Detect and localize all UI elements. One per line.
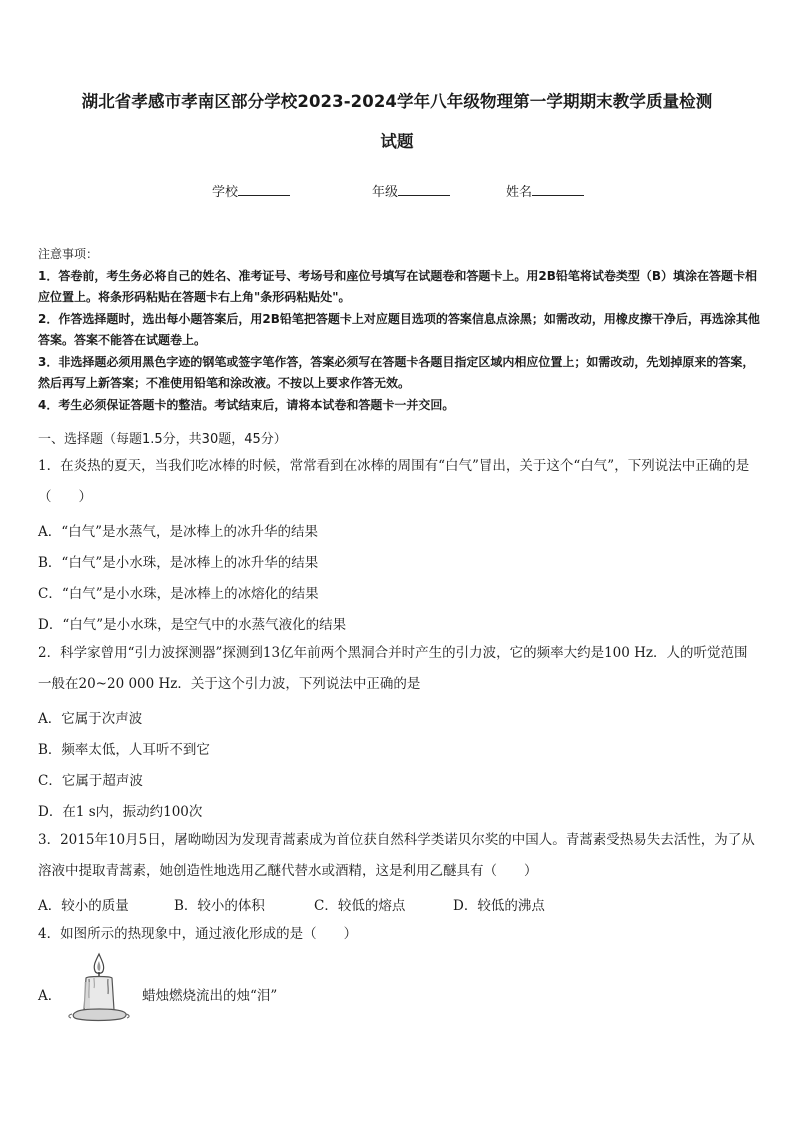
question-1-option-a[interactable]: A．“白气”是水蒸气，是冰棒上的冰升华的结果 xyxy=(38,524,319,540)
question-1-option-d[interactable]: D．“白气”是小水珠，是空气中的水蒸气液化的结果 xyxy=(38,617,347,633)
name-field[interactable]: 姓名 xyxy=(506,181,584,200)
page-title xyxy=(30,82,764,162)
note-item-1: 1．答卷前，考生务必将自己的姓名、准考证号、考场号和座位号填写在试题卷和答题卡上。用2B铅笔将试卷类型（B）填涂在答题卡相应位置上。将条形码粘贴在答题卡右上角"条形码粘贴处"。 xyxy=(38,268,757,304)
question-3-option-a[interactable]: A．较小的质量 xyxy=(38,898,129,914)
notes-heading: 注意事项： xyxy=(38,247,99,261)
question-2-option-b[interactable]: B．频率太低，人耳听不到它 xyxy=(38,742,210,758)
school-field[interactable]: 学校 xyxy=(212,181,290,200)
candle-icon xyxy=(64,952,134,1024)
question-1-option-c[interactable]: C．“白气”是小水珠，是冰棒上的冰熔化的结果 xyxy=(38,586,319,602)
question-3-options xyxy=(38,894,758,914)
question-3-stem: 3．2015年10月5日，屠呦呦因为发现青蒿素成为首位获自然科学类诺贝尔奖的中国人。青蒿素受热易失去活性，为了从溶液中提取青蒿素，她创造性地选用乙醚代替水或酒精，这是利用乙醚具有（ ） xyxy=(38,832,755,879)
note-item-4: 4．考生必须保证答题卡的整洁。考试结束后，请将本试卷和答题卡一并交回。 xyxy=(38,397,455,412)
note-item-2: 2．作答选择题时，选出每小题答案后，用2B铅笔把答题卡上对应题目选项的答案信息点涂黑；如需改动，用橡皮擦干净后，再选涂其他答案。答案不能答在试题卷上。 xyxy=(38,311,760,347)
question-3-option-b[interactable]: B．较小的体积 xyxy=(174,898,265,914)
question-2-option-c[interactable]: C．它属于超声波 xyxy=(38,773,143,789)
question-3-option-d[interactable]: D．较低的沸点 xyxy=(453,898,545,914)
title-line-1: 湖北省孝感市孝南区部分学校2023-2024学年八年级物理第一学期期末教学质量检测 xyxy=(81,92,713,111)
question-2-stem: 2．科学家曾用“引力波探测器”探测到13亿年前两个黑洞合并时产生的引力波，它的频率大约是100 Hz．人的听觉范围一般在20~20 000 Hz．关于这个引力波，下列说法中正确的是 xyxy=(38,645,748,692)
note-item-3: 3．非选择题必须用黑色字迹的钢笔或签字笔作答，答案必须写在答题卡各题目指定区域内相应位置上；如需改动，先划掉原来的答案，然后再写上新答案；不准使用铅笔和涂改液。不按以上要求作答无效。 xyxy=(38,354,755,390)
question-2-option-a[interactable]: A．它属于次声波 xyxy=(38,711,143,727)
question-4-stem: 4．如图所示的热现象中，通过液化形成的是（ ） xyxy=(38,926,358,942)
question-1-stem: 1．在炎热的夏天，当我们吃冰棒的时候，常常看到在冰棒的周围有“白气”冒出，关于这个“白气”，下列说法中正确的是（ ） xyxy=(38,458,750,505)
exam-notes xyxy=(38,244,760,416)
question-4-option-a-text: 蜡烛燃烧流出的烛“泪” xyxy=(142,988,278,1004)
title-line-2: 试题 xyxy=(380,132,414,151)
section-title: 一、选择题（每题1.5分，共30题，45分） xyxy=(38,432,287,447)
question-1-option-b[interactable]: B．“白气”是小水珠，是冰棒上的冰升华的结果 xyxy=(38,555,319,571)
question-4-option-a-letter[interactable]: A． xyxy=(38,988,62,1004)
question-3-option-c[interactable]: C．较低的熔点 xyxy=(314,898,406,914)
grade-field[interactable]: 年级 xyxy=(372,181,450,200)
question-2-option-d[interactable]: D．在1 s内，振动约100次 xyxy=(38,804,203,820)
